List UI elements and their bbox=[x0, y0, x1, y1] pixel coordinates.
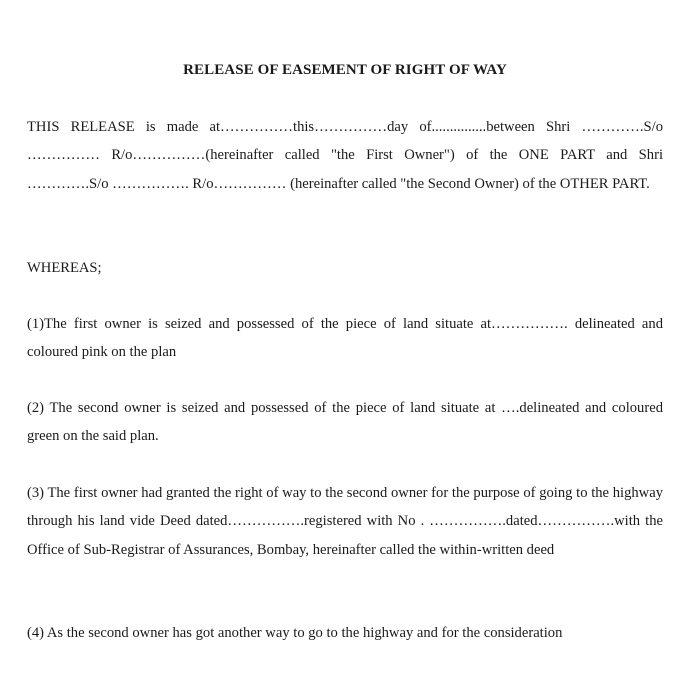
document-title: RELEASE OF EASEMENT OF RIGHT OF WAY bbox=[183, 62, 507, 78]
recital-4-paragraph: (4) As the second owner has got another way to go to the highway and for the consideration bbox=[27, 625, 563, 641]
whereas-heading: WHEREAS; bbox=[27, 260, 102, 276]
recital-3-paragraph: (3) The first owner had granted the right of way to the second owner for the purpose of going to the highway through his land vide Deed dated…………….registered with No . …………….dated…………….with the Office of Sub-Registrar of Assurances, Bombay, hereinafter called the within-written deed bbox=[27, 485, 663, 558]
recital-2-paragraph: (2) The second owner is seized and possessed of the piece of land situate at ….delineated and coloured green on the said plan. bbox=[27, 400, 663, 445]
intro-paragraph: THIS RELEASE is made at……………this……………day of...............between Shri ………….S/o …………… R/o……………(hereinafter called "the First Owner") of the ONE PART and Shri ………….S/o ……………. R/o…………… (hereinafter called "the Second Owner) of the OTHER PART. bbox=[27, 119, 663, 192]
recital-1-paragraph: (1)The first owner is seized and possessed of the piece of land situate at……………. delineated and coloured pink on the plan bbox=[27, 316, 663, 361]
